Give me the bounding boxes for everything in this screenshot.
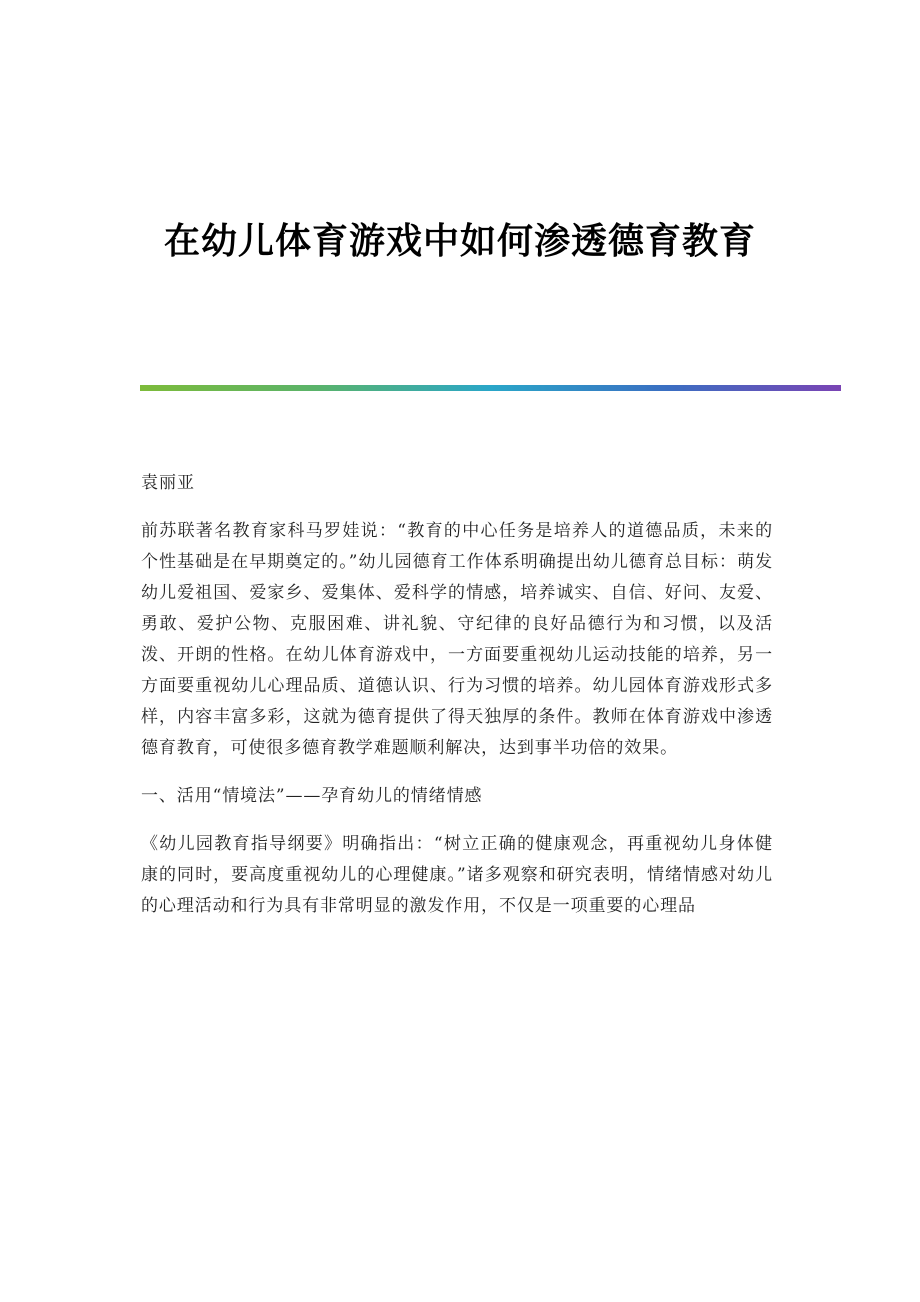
title-divider (140, 385, 841, 391)
document-body (141, 468, 773, 939)
author-name: 袁丽亚 (141, 473, 195, 493)
intro-paragraph: 前苏联著名教育家科马罗娃说：“教育的中心任务是培养人的道德品质，未来的个性基础是在早期奠定的。”幼儿园德育工作体系明确提出幼儿德育总目标：萌发幼儿爱祖国、爱家乡、爱集体、爱科学的情感，培养诚实、自信、好问、友爱、勇敢、爱护公物、克服困难、讲礼貌、守纪律的良好品德行为和习惯，以及活泼、开朗的性格。在幼儿体育游戏中，一方面要重视幼儿运动技能的培养，另一方面要重视幼儿心理品质、道德认识、行为习惯的培养。幼儿园体育游戏形式多样，内容丰富多彩，这就为德育提供了得天独厚的条件。教师在体育游戏中渗透德育教育，可使很多德育教学难题顺利解决，达到事半功倍的效果。 (141, 521, 773, 758)
section-heading: 一、活用“情境法”——孕育幼儿的情绪情感 (141, 786, 483, 806)
section-paragraph: 《幼儿园教育指导纲要》明确指出：“树立正确的健康观念，再重视幼儿身体健康的同时，要高度重视幼儿的心理健康。”诸多观察和研究表明，情绪情感对幼儿的心理活动和行为具有非常明显的激发作用，不仅是一项重要的心理品 (141, 834, 773, 916)
document-title: 在幼儿体育游戏中如何渗透德育教育 (163, 220, 756, 262)
